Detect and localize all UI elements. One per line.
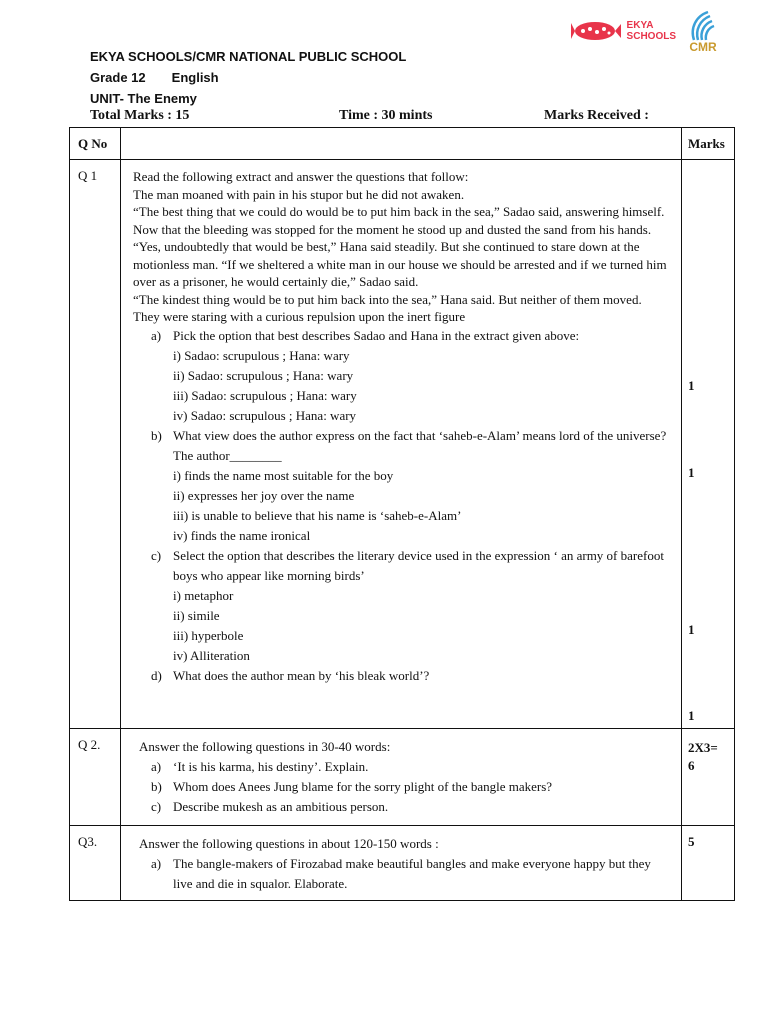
subquestion-text: What view does the author express on the fact that ‘saheb-e-Alam’ means lord of the universe?: [173, 427, 667, 443]
subquestion-text: Select the option that describes the literary device used in the expression ‘ an army of barefoot boys who appear like morning birds’: [173, 547, 664, 583]
time-allowed: Time : 30 mints: [339, 108, 433, 123]
subquestion-a: [133, 326, 671, 346]
marks-value: 1: [688, 622, 695, 637]
marks-cell: [682, 826, 735, 901]
marks-value: 5: [688, 834, 695, 849]
table-header-row: [70, 128, 735, 160]
grade-label: Grade 12: [90, 70, 146, 85]
option: ii) Sadao: scrupulous ; Hana: wary: [173, 367, 354, 383]
option: iv) Alliteration: [173, 647, 250, 663]
ekya-logo-line2: SCHOOLS: [626, 31, 676, 42]
marks-line: 2X3=: [688, 740, 718, 755]
question-content: [121, 729, 682, 826]
school-name: EKYA SCHOOLS/CMR NATIONAL PUBLIC SCHOOL: [90, 49, 407, 64]
unit-title: UNIT- The Enemy: [90, 91, 197, 106]
fish-icon: [571, 20, 621, 42]
cmr-logo-text: CMR: [689, 40, 717, 54]
marks-value: 1: [688, 465, 695, 480]
option: iii) is unable to believe that his name is ‘saheb-e-Alam’: [173, 507, 462, 523]
instructions: Answer the following questions in 30-40 words:: [139, 739, 391, 754]
question-row-3: [70, 826, 735, 901]
ekya-logo-line1: EKYA: [626, 20, 654, 31]
subquestion-text: Describe mukesh as an ambitious person.: [173, 799, 389, 814]
marks-value: [688, 739, 718, 775]
subquestion-d: [133, 666, 671, 686]
marks-value: 1: [688, 378, 695, 393]
subquestion-c: [133, 546, 671, 586]
marks-line: 6: [688, 758, 695, 773]
option: i) finds the name most suitable for the boy: [173, 467, 394, 483]
option: i) metaphor: [173, 587, 234, 603]
question-content: [121, 160, 682, 729]
option: ii) expresses her joy over the name: [173, 487, 355, 503]
subquestion-b: [133, 426, 671, 446]
instructions: Read the following extract and answer the questions that follow:: [133, 169, 469, 184]
subquestion-label: a): [151, 856, 162, 871]
option: iv) Sadao: scrupulous ; Hana: wary: [173, 407, 357, 423]
subquestion-text: Whom does Anees Jung blame for the sorry plight of the bangle makers?: [173, 779, 553, 794]
option: i) Sadao: scrupulous ; Hana: wary: [173, 347, 350, 363]
subquestion-label: c): [151, 547, 162, 563]
subquestion-text: ‘It is his karma, his destiny’. Explain.: [173, 759, 369, 774]
column-header-qno: Q No: [70, 128, 121, 160]
subquestion-b: [133, 777, 671, 797]
marks-info-row: [90, 106, 690, 126]
subquestion-label: b): [151, 427, 162, 443]
option: iii) hyperbole: [173, 627, 244, 643]
subquestion-label: a): [151, 327, 162, 343]
question-content: [121, 826, 682, 901]
total-marks: Total Marks : 15: [90, 108, 190, 123]
option: iii) Sadao: scrupulous ; Hana: wary: [173, 387, 357, 403]
marks-cell: [682, 160, 735, 729]
subquestion-label: c): [151, 799, 162, 814]
passage-paragraph: “The best thing that we could do would be to put him back in the sea,” Sadao said, answering himself. Now that the bleeding was stopped for the moment he stood up and dusted the sand from his hands. “Yes, undoubtedly that would be best,” Hana said steadily. But she continued to stare down at the motionless man. “If we sheltered a white man in our house we should be arrested and if we turned him over as a prisoner, he would certainly die,” Sadao said.: [133, 204, 667, 289]
option: iv) finds the name ironical: [173, 527, 311, 543]
passage-paragraph: “The kindest thing would be to put him back into the sea,” Hana said. But neither of them moved. They were staring with a curious repulsion upon the inert figure: [133, 291, 642, 324]
document-header: [90, 46, 406, 109]
column-header-question: [121, 128, 682, 160]
question-row-1: [70, 160, 735, 729]
cmr-logo: [688, 10, 718, 54]
question-number: Q 1: [70, 160, 121, 729]
subquestion-label: b): [151, 779, 162, 794]
subquestion-a: [133, 854, 671, 894]
subquestion-c: [133, 797, 671, 817]
subquestion-text: What does the author mean by ‘his bleak world’?: [173, 667, 430, 683]
answer-stem: The author________: [173, 447, 282, 463]
marks-cell: [682, 729, 735, 826]
subquestion-a: [133, 757, 671, 777]
subject-label: English: [171, 70, 219, 85]
subquestion-text: The bangle-makers of Firozabad make beautiful bangles and make everyone happy but they live and die in squalor. Elaborate.: [173, 856, 651, 891]
grade-subject-line: [90, 67, 406, 88]
question-number: Q3.: [70, 826, 121, 901]
question-number: Q 2.: [70, 729, 121, 826]
instructions: Answer the following questions in about 120-150 words :: [139, 836, 439, 851]
marks-received: Marks Received :: [544, 108, 649, 123]
option: ii) simile: [173, 607, 220, 623]
ekya-logo: [571, 20, 676, 42]
logos: [571, 10, 718, 54]
question-row-2: [70, 729, 735, 826]
column-header-marks: Marks: [682, 128, 735, 160]
marks-value: 1: [688, 708, 695, 723]
swan-wings-icon: [688, 10, 718, 42]
subquestion-text: Pick the option that best describes Sadao and Hana in the extract given above:: [173, 327, 580, 343]
question-table: [69, 127, 735, 901]
passage-paragraph: The man moaned with pain in his stupor but he did not awaken.: [133, 186, 465, 202]
subquestion-label: d): [151, 667, 162, 683]
subquestion-label: a): [151, 759, 162, 774]
